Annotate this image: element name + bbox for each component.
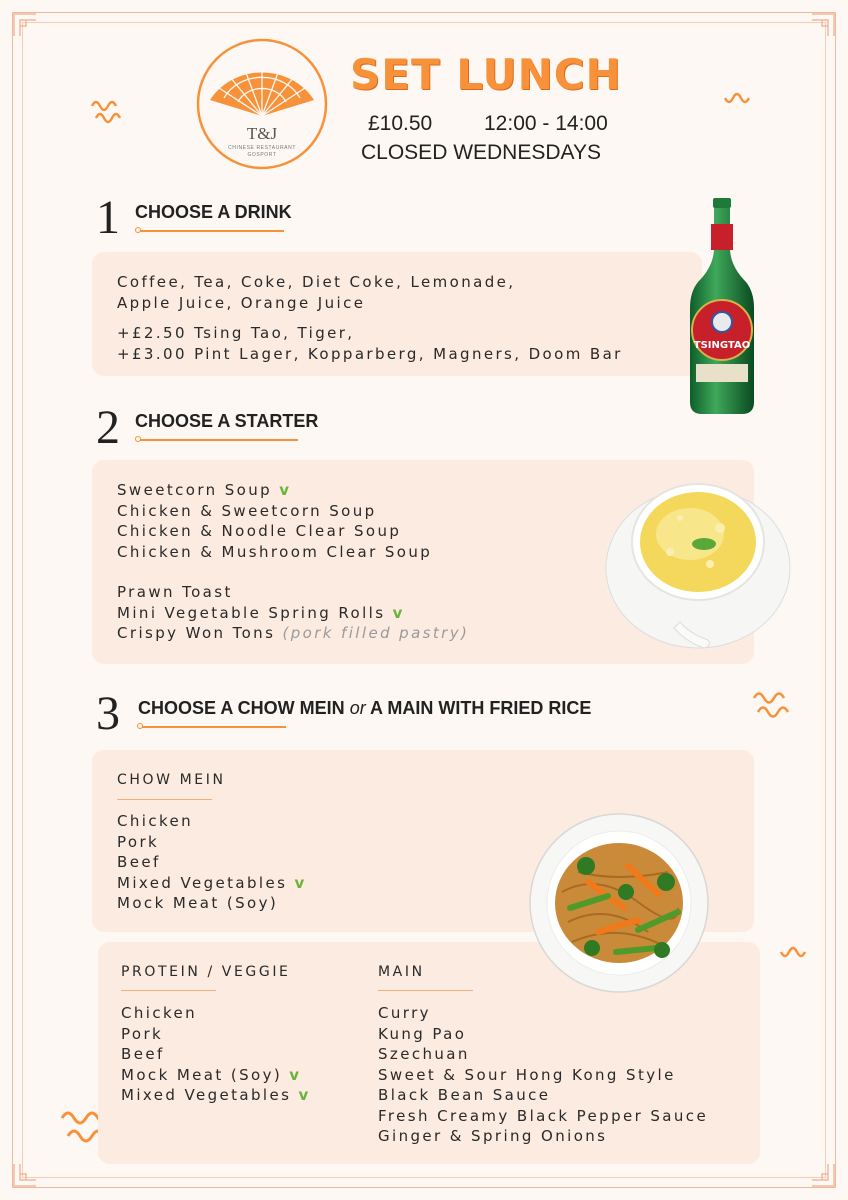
starter-item: Sweetcorn Soup v: [117, 481, 292, 499]
squiggle-icon: [88, 92, 124, 126]
chow-mein-list: [117, 812, 307, 915]
section-heading-starter: CHOOSE A STARTER: [135, 411, 319, 431]
main-item: Szechuan: [378, 1045, 470, 1063]
corner-ornament-icon: [12, 12, 38, 38]
chow-mein-item: Mock Meat (Soy): [117, 894, 279, 912]
heading-underline: [138, 230, 284, 232]
vegetarian-mark: v: [392, 603, 405, 622]
chow-mein-item: Pork: [117, 832, 160, 851]
squiggle-icon: [750, 684, 794, 720]
protein-list: [121, 1004, 311, 1107]
drink-line: Coffee, Tea, Coke, Diet Coke, Lemonade,: [117, 273, 516, 291]
section-heading-main: CHOOSE A CHOW MEIN or A MAIN WITH FRIED RICE: [138, 698, 592, 718]
chow-mein-heading: CHOW MEIN: [117, 772, 226, 788]
restaurant-logo: [196, 38, 328, 170]
main-heading: MAIN: [378, 964, 425, 980]
logo-location: GOSPORT: [247, 152, 277, 158]
vegetarian-mark: v: [289, 1065, 302, 1084]
chow-mein-item: Beef: [117, 853, 161, 871]
logo-monogram: T&J: [246, 124, 278, 143]
main-item: Black Bean Sauce: [378, 1086, 551, 1104]
won-ton-note: (pork filled pastry): [282, 624, 470, 642]
vegetarian-mark: v: [279, 481, 292, 499]
vegetarian-mark: v: [294, 873, 307, 892]
main-item: Fresh Creamy Black Pepper Sauce: [378, 1106, 709, 1125]
vegetarian-mark: v: [298, 1086, 311, 1104]
sweetcorn-soup-image: [600, 472, 792, 652]
protein-item: Mock Meat (Soy) v: [121, 1065, 302, 1084]
closed-notice: CLOSED WEDNESDAYS: [361, 141, 601, 164]
starter-item: Mini Vegetable Spring Rolls v: [117, 603, 405, 622]
chow-mein-item: Mixed Vegetables v: [117, 873, 307, 892]
starter-item: Chicken & Mushroom Clear Soup: [117, 542, 433, 561]
starters-list: [117, 481, 469, 645]
drinks-list: [117, 273, 623, 365]
logo-tagline: CHINESE RESTAURANT: [228, 145, 296, 151]
heading-underline: [140, 726, 286, 728]
chow-mein-item: Chicken: [117, 812, 194, 830]
bottle-label: TSINGTAO: [693, 340, 751, 351]
corner-ornament-icon: [12, 1162, 38, 1188]
main-list: [378, 1004, 708, 1148]
drinks-card: [92, 252, 702, 376]
starter-item: Chicken & Noodle Clear Soup: [117, 522, 402, 540]
subheading-underline: [378, 990, 473, 991]
starter-item: Prawn Toast: [117, 583, 233, 601]
main-item: Ginger & Spring Onions: [378, 1127, 608, 1145]
opening-hours: 12:00 - 14:00: [484, 112, 608, 135]
starter-item: Chicken & Sweetcorn Soup: [117, 501, 377, 520]
step-number-3: 3: [96, 687, 120, 740]
page-title: SET LUNCH: [350, 50, 622, 99]
main-item: Kung Pao: [378, 1024, 467, 1043]
drink-upgrade-line: +£2.50 Tsing Tao, Tiger,: [117, 324, 355, 342]
chow-mein-image: [528, 812, 710, 994]
heading-underline: [138, 439, 298, 441]
subheading-underline: [117, 799, 212, 800]
starter-item: Crispy Won Tons (pork filled pastry): [117, 624, 470, 642]
corner-ornament-icon: [810, 1162, 836, 1188]
subheading-underline: [121, 990, 216, 991]
set-price: £10.50: [368, 112, 433, 135]
main-item: Sweet & Sour Hong Kong Style: [378, 1065, 676, 1084]
protein-item: Pork: [121, 1024, 164, 1043]
main-item: Curry: [378, 1004, 431, 1022]
step-number-2: 2: [96, 401, 120, 454]
protein-heading: PROTEIN / VEGGIE: [121, 964, 291, 980]
beer-bottle-image: [682, 196, 762, 418]
protein-item: Mixed Vegetables v: [121, 1086, 311, 1104]
drink-upgrade-line: +£3.00 Pint Lager, Kopparberg, Magners, Doom Bar: [117, 344, 623, 363]
corner-ornament-icon: [810, 12, 836, 38]
protein-item: Beef: [121, 1045, 165, 1063]
squiggle-icon: [778, 944, 814, 970]
protein-item: Chicken: [121, 1004, 198, 1022]
step-number-1: 1: [96, 191, 120, 244]
drink-line: Apple Juice, Orange Juice: [117, 293, 366, 312]
squiggle-icon: [722, 90, 758, 116]
section-heading-drink: CHOOSE A DRINK: [135, 202, 292, 222]
